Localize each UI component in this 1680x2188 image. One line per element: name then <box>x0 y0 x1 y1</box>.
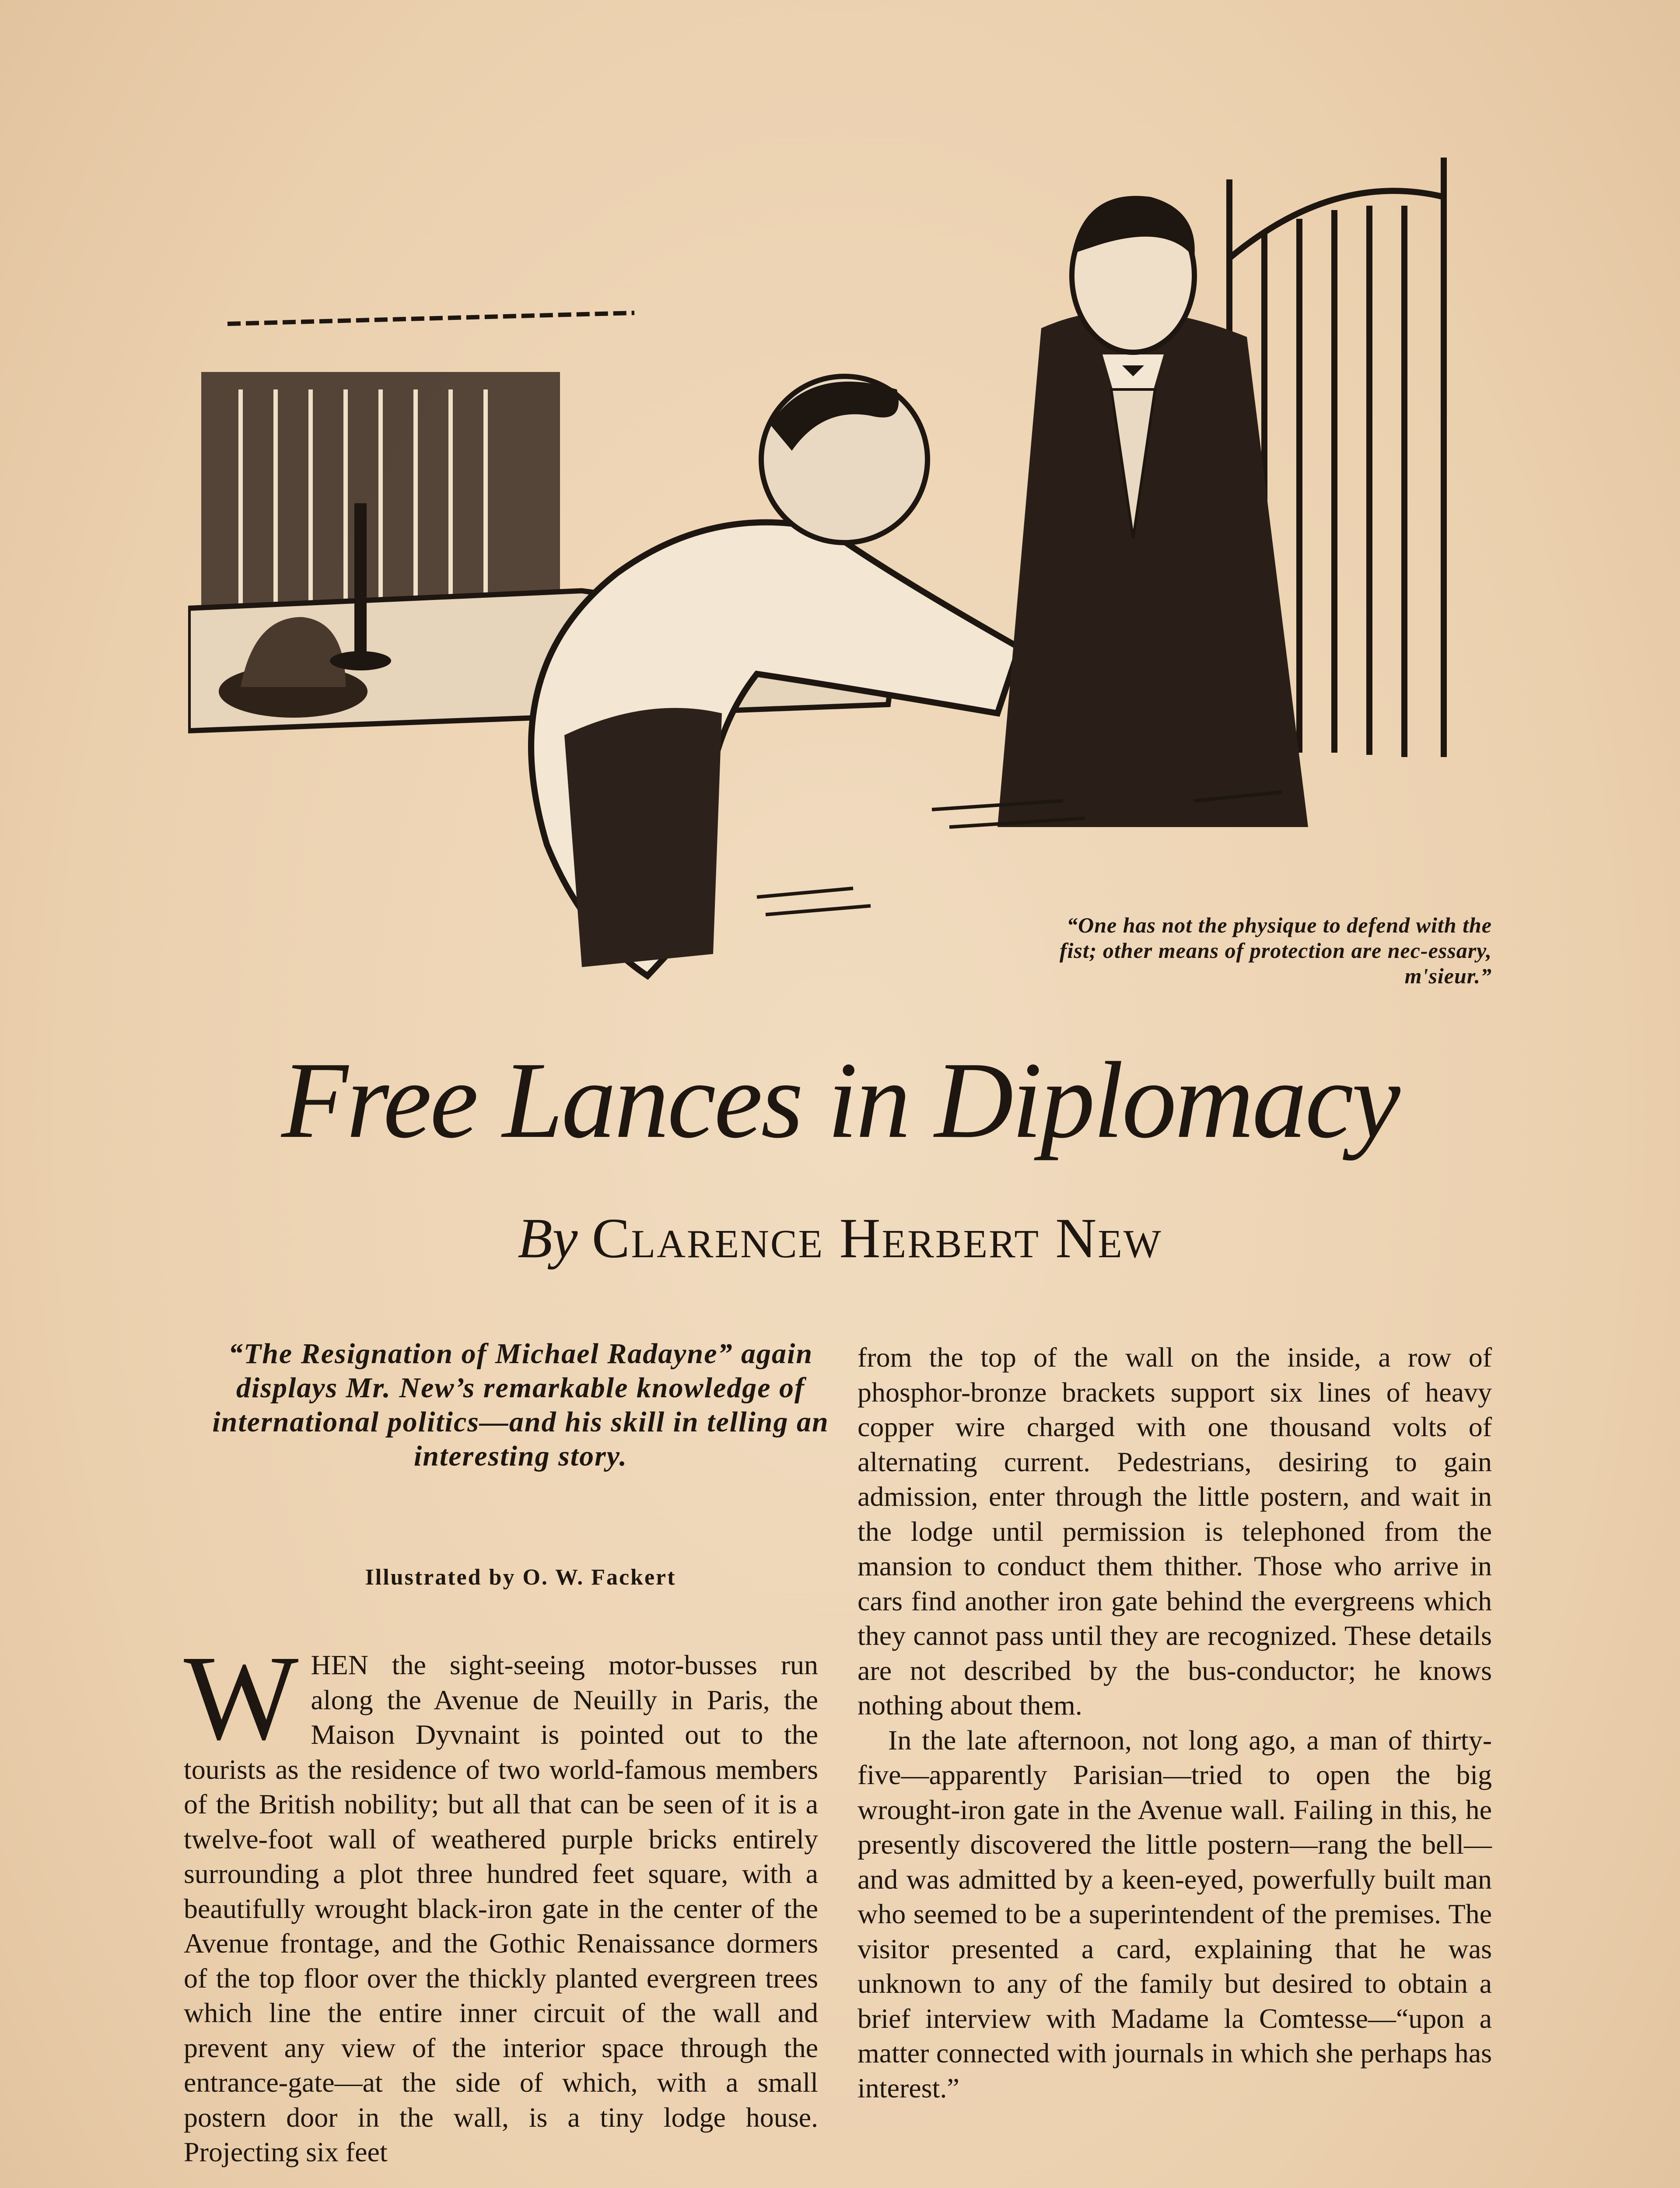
story-illustration <box>188 144 1492 1011</box>
opening-paragraph-text: HEN the sight-seeing motor-busses run along the Avenue de Neuilly in Paris, the Maison Dyvnaint is pointed out to the tourists as the residence of two world-famous members of the British nobility; but all that can be seen of it is a twelve-foot wall of weathered purple bricks entirely surrounding a plot three hundred feet square, with a beautifully wrought black-iron gate in the center of the Avenue frontage, and the Gothic Renaissance dormers of the top floor over the thickly planted evergreen trees which line the entire inner circuit of the wall and prevent any view of the interior space through the entrance-gate—at the side of which, with a small postern door in the wall, is a tiny lodge house. Projecting six feet <box>184 1649 818 2167</box>
story-title: Free Lances in Diplomacy <box>281 1040 1399 1161</box>
byline <box>0 1206 1680 1271</box>
story-blurb: “The Resignation of Michael Radayne” again displays Mr. New’s remarkable knowledge of international politics—and his skill in telling an interesting story. <box>212 1338 829 1472</box>
author-name: Clarence Herbert New <box>592 1207 1162 1270</box>
opening-paragraph-continued: from the top of the wall on the inside, a row of phosphor-bronze brackets support six lines of heavy copper wire charged with one thousand volts of alternating current. Pedestrians, desiring to gain admission, enter through the little postern, and wait in the lodge until permission is telephoned from the mansion to conduct them thither. Those who arrive in cars find another iron gate behind the evergreens which they cannot pass until they are recognized. These details are not described by the bus-conductor; he knows nothing about them. <box>858 1342 1492 1721</box>
second-paragraph: In the late afternoon, not long ago, a man of thirty-five—apparently Parisian—tried to open the big wrought-iron gate in the Avenue wall. Failing in this, he presently discovered the little postern—rang the bell—and was admitted by a keen-eyed, powerfully built man who seemed to be a superintendent of the premises. The visitor presented a card, explaining that he was unknown to any of the family but desired to obtain a brief interview with Madame la Comtesse—“upon a matter connected with journals in which she perhaps has interest.” <box>858 1724 1492 2104</box>
illustration-caption: “One has not the physique to defend with the fist; other means of protection are nec-essary, m'sieur.” <box>1059 913 1492 988</box>
byline-by: By <box>518 1207 578 1270</box>
opening-paragraph <box>184 1630 818 2170</box>
column-left <box>184 1630 818 2170</box>
illustrator-credit: Illustrated by O. W. Fackert <box>365 1565 676 1590</box>
drop-cap: W <box>184 1630 299 1765</box>
column-right <box>858 1340 1492 2105</box>
